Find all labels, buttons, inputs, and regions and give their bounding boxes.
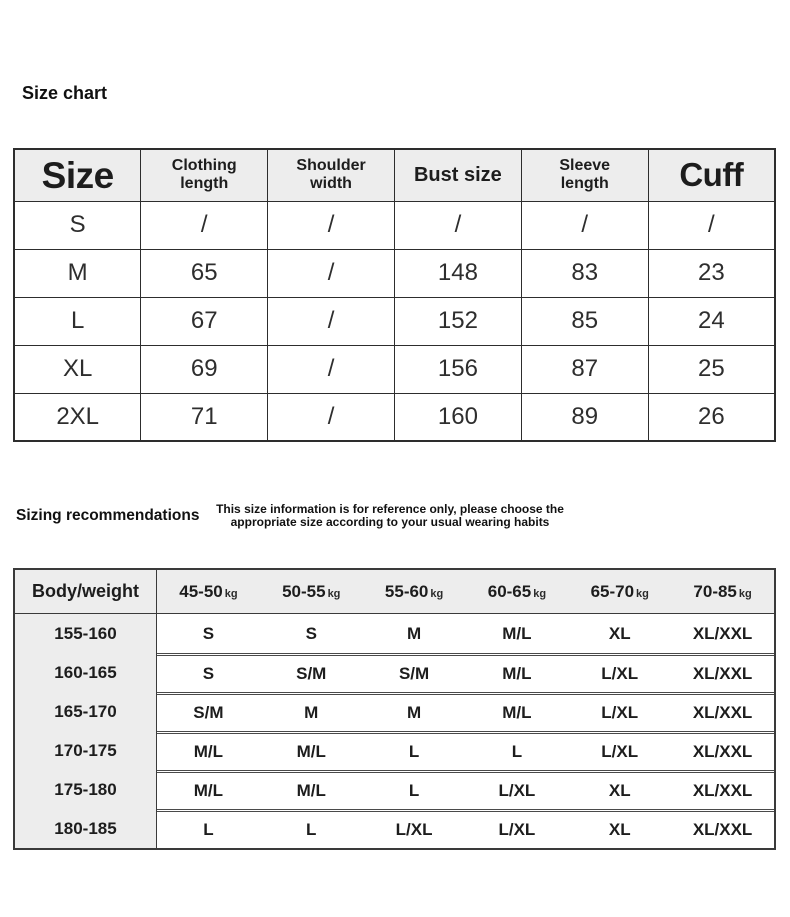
weight-unit: kg <box>327 587 341 600</box>
weight-col-45-50 <box>157 570 260 614</box>
table-cell: M/L <box>465 614 568 653</box>
table-cell: M <box>363 614 466 653</box>
table-cell: / <box>394 201 521 249</box>
size-table-col-size: Size <box>14 149 141 201</box>
weight-range: 50-55 <box>282 581 326 601</box>
table-cell: L <box>363 731 466 770</box>
sizing-recommendations-note <box>180 503 600 529</box>
body-weight-row-155-160 <box>15 614 774 653</box>
body-weight-table <box>13 568 776 850</box>
table-cell: XL <box>568 809 671 848</box>
table-cell: XL/XXL <box>671 731 774 770</box>
size-table-col-shoulder-width-label: Shoulder width <box>296 157 366 193</box>
weight-unit: kg <box>224 587 238 600</box>
table-cell: XL/XXL <box>671 614 774 653</box>
weight-range: 65-70 <box>590 581 635 601</box>
table-cell: S <box>260 614 363 653</box>
size-table-header <box>14 149 775 201</box>
table-cell: L/XL <box>465 809 568 848</box>
body-weight-row-175-180 <box>15 770 774 809</box>
table-cell: M/L <box>465 653 568 692</box>
table-cell: XL/XXL <box>671 653 774 692</box>
body-weight-header-row <box>15 570 774 614</box>
table-cell: 65 <box>141 249 268 297</box>
body-weight-row-180-185 <box>15 809 774 848</box>
table-cell: 67 <box>141 297 268 345</box>
table-cell: L <box>260 809 363 848</box>
table-cell: / <box>268 345 395 393</box>
weight-col-70-85 <box>671 570 774 614</box>
table-cell: XL/XXL <box>671 692 774 731</box>
table-cell: 71 <box>141 393 268 441</box>
table-cell: L/XL <box>568 731 671 770</box>
table-cell: 148 <box>394 249 521 297</box>
weight-unit: kg <box>738 587 752 600</box>
size-table-col-clothing-length-label: Clothing length <box>171 157 237 193</box>
table-cell: S/M <box>363 653 466 692</box>
table-cell: S/M <box>157 692 260 731</box>
table-cell: / <box>268 201 395 249</box>
weight-range: 45-50 <box>179 581 223 601</box>
size-table-row-l <box>14 297 775 345</box>
table-cell: XL <box>568 770 671 809</box>
table-cell: M <box>260 692 363 731</box>
table-cell: / <box>141 201 268 249</box>
table-cell: XL/XXL <box>671 770 774 809</box>
table-cell: M/L <box>260 770 363 809</box>
weight-col-65-70 <box>568 570 671 614</box>
size-table-row-2xl <box>14 393 775 441</box>
weight-unit: kg <box>430 587 444 600</box>
weight-col-50-55 <box>260 570 363 614</box>
weight-col-55-60 <box>363 570 466 614</box>
table-cell: S/M <box>260 653 363 692</box>
table-cell: / <box>521 201 648 249</box>
sizing-note-line1: This size information is for reference only, please choose the <box>216 502 564 516</box>
table-cell: 69 <box>141 345 268 393</box>
body-weight-row-165-170 <box>15 692 774 731</box>
height-label: 170-175 <box>15 731 157 770</box>
size-label: XL <box>14 345 141 393</box>
table-cell: L/XL <box>465 770 568 809</box>
table-cell: / <box>268 393 395 441</box>
weight-range: 55-60 <box>384 581 429 601</box>
size-label: M <box>14 249 141 297</box>
table-cell: / <box>648 201 775 249</box>
table-cell: 83 <box>521 249 648 297</box>
weight-range: 60-65 <box>487 581 532 601</box>
table-cell: / <box>268 249 395 297</box>
size-label: L <box>14 297 141 345</box>
table-cell: 156 <box>394 345 521 393</box>
table-cell: 25 <box>648 345 775 393</box>
size-table-row-s <box>14 201 775 249</box>
weight-col-60-65 <box>465 570 568 614</box>
table-cell: 24 <box>648 297 775 345</box>
body-weight-row-160-165 <box>15 653 774 692</box>
size-label: S <box>14 201 141 249</box>
size-table-col-cuff: Cuff <box>648 149 775 201</box>
page-title: Size chart <box>22 83 108 103</box>
table-cell: 26 <box>648 393 775 441</box>
table-cell: L <box>157 809 260 848</box>
weight-unit: kg <box>533 587 547 600</box>
size-label: 2XL <box>14 393 141 441</box>
size-table-col-sleeve-length <box>521 149 648 201</box>
table-cell: M/L <box>465 692 568 731</box>
table-cell: 89 <box>521 393 648 441</box>
table-cell: XL/XXL <box>671 809 774 848</box>
table-cell: M <box>363 692 466 731</box>
size-table-row-m <box>14 249 775 297</box>
table-cell: L <box>465 731 568 770</box>
table-cell: S <box>157 653 260 692</box>
table-cell: / <box>268 297 395 345</box>
size-table <box>13 148 776 442</box>
height-label: 155-160 <box>15 614 157 653</box>
table-cell: L/XL <box>568 692 671 731</box>
sizing-recommendations-heading: Sizing recommendations <box>16 507 200 524</box>
table-cell: M/L <box>157 731 260 770</box>
size-table-header-row <box>14 149 775 201</box>
height-label: 165-170 <box>15 692 157 731</box>
table-cell: 87 <box>521 345 648 393</box>
table-cell: L/XL <box>568 653 671 692</box>
table-cell: 85 <box>521 297 648 345</box>
size-table-col-shoulder-width <box>268 149 395 201</box>
weight-range: 70-85 <box>693 581 737 601</box>
size-table-col-bust-size: Bust size <box>394 149 521 201</box>
weight-unit: kg <box>636 587 649 600</box>
table-cell: M/L <box>157 770 260 809</box>
size-table-col-clothing-length <box>141 149 268 201</box>
height-label: 160-165 <box>15 653 157 692</box>
table-cell: L <box>363 770 466 809</box>
size-table-col-sleeve-length-label: Sleeve length <box>559 157 611 193</box>
body-weight-table-header <box>15 570 774 614</box>
body-weight-corner-label: Body/weight <box>15 570 157 614</box>
body-weight-row-170-175 <box>15 731 774 770</box>
table-cell: 160 <box>394 393 521 441</box>
table-cell: S <box>157 614 260 653</box>
table-cell: M/L <box>260 731 363 770</box>
table-cell: 152 <box>394 297 521 345</box>
size-table-row-xl <box>14 345 775 393</box>
table-cell: 23 <box>648 249 775 297</box>
table-cell: XL <box>568 614 671 653</box>
height-label: 180-185 <box>15 809 157 848</box>
sizing-note-line2: appropriate size according to your usual wearing habits <box>230 514 550 529</box>
table-cell: L/XL <box>363 809 466 848</box>
height-label: 175-180 <box>15 770 157 809</box>
